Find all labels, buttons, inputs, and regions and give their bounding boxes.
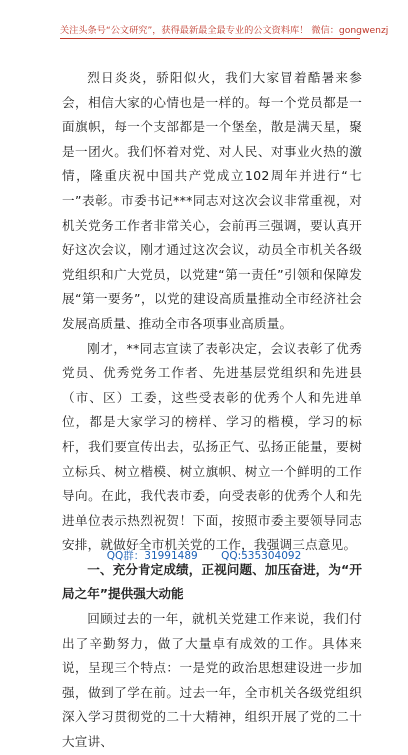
paragraph-review: 回顾过去的一年，就机关党建工作来说，我们付出了辛勤努力，做了大量卓有成效的工作。具体来说，呈现三个特点：一是党的政治思想建设进一步加强，做到了学在前。过去一年，全市机关各级党组织深入学习贯彻党的二十大精神，组织开展了党的二十大宣讲、 [62, 611, 362, 750]
page-footer [0, 548, 408, 563]
section-heading: 一、充分肯定成绩，正视问题、加压奋进，为“开局之年”提供强大动能 [62, 561, 362, 602]
qq-group-text: QQ群：31991489 [106, 550, 198, 562]
paragraph-commendation: 刚才，**同志宣读了表彰决定，会议表彰了优秀党员、优秀党务工作者、先进基层党组织和先进县（市、区）工委，这些受表彰的优秀个人和先进单位，都是大家学习的榜样、学习的楷模，学习的标杆，我们要宣传出去，弘扬正气、弘扬正能量，要树立标兵、树立楷模、树立旗帜、树立一个鲜明的工作导向。在此，我代表市委，向受表彰的优秀个人和先进单位表示热烈祝贺！下面，按照市委主要领导同志安排，就做好全市机关党的工作，我强调三点意见。 [62, 340, 362, 553]
qq-number-text: QQ:535304092 [221, 550, 302, 562]
header-banner: 关注头条号“公文研究”，获得最新最全最专业的公文资料库！ 微信：gongwenzj [60, 24, 360, 39]
paragraph-opening: 烈日炎炎，骄阳似火，我们大家冒着酷暑来参会，相信大家的心情也是一样的。每一个党员都是一面旗帜，每一个支部都是一个堡垒，散是满天星，聚是一团火。我们怀着对党、对人民、对事业火热的激情，隆重庆祝中国共产党成立102周年并进行“七一”表彰。市委书记***同志对这次会议非常重视，对机关党务工作者非常关心，会前再三强调，要认真开好这次会议，刚才通过这次会议，动员全市机关各级党组织和广大党员，以党建“第一责任”引领和保障发展“第一要务”，以党的建设高质量推动全市经济社会发展高质量、推动全市各项事业高质量。 [62, 70, 362, 331]
document-body [62, 66, 362, 755]
